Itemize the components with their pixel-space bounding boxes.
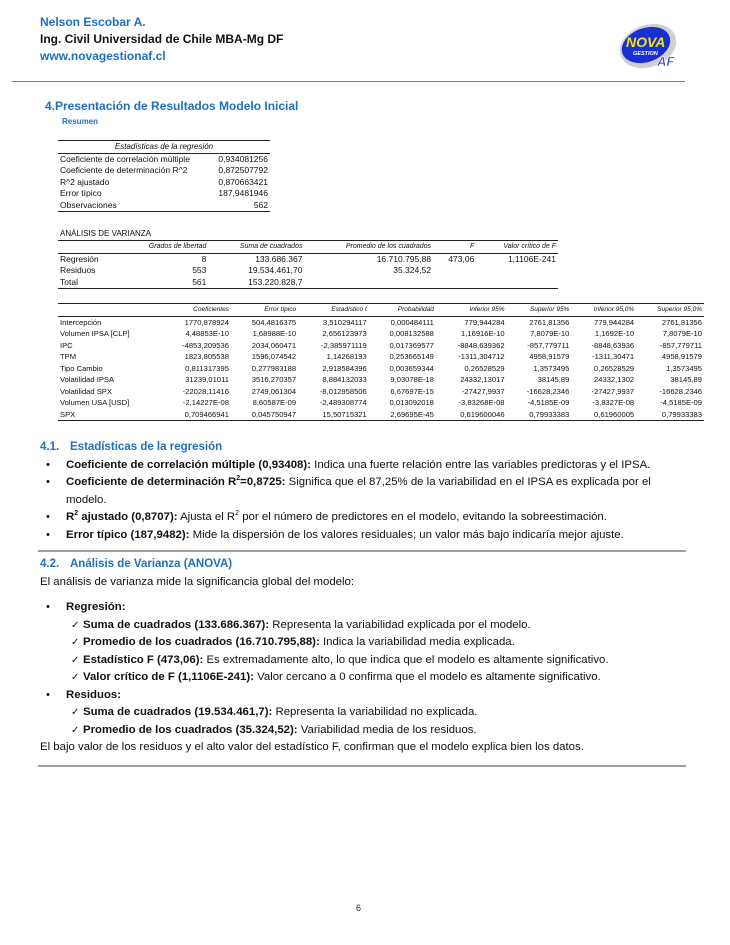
column-header: [58, 241, 120, 254]
table-cell: -857,779711: [659, 340, 702, 350]
table-cell: 31239,01011: [185, 375, 229, 384]
item-term: Suma de cuadrados (19.534.461,7):: [83, 706, 273, 718]
table-cell: 2761,81356: [529, 317, 570, 327]
table-cell: 0,79933383: [507, 409, 572, 421]
table-cell: -22028,11416: [182, 386, 229, 396]
column-header: [58, 304, 160, 317]
table-row: [58, 374, 704, 386]
item-text: Representa la variabilidad explicada por el modelo.: [269, 618, 531, 631]
table-cell: -16628,2346: [659, 386, 702, 396]
table-cell: 0,811317395: [185, 363, 229, 373]
row-label: Volumen IPSA [CLP]: [60, 329, 130, 338]
table-cell: 1,3573495: [666, 363, 702, 373]
check-icon: ✓: [71, 654, 80, 666]
term-part: R: [66, 511, 75, 523]
table-row: [58, 351, 704, 363]
row-label: Tipo Cambio: [60, 363, 103, 373]
table-cell: 4958,91579: [529, 352, 570, 361]
conclusion-text: El bajo valor de los residuos y el alto valor del estadístico F, confirman que el modelo explica bien los datos.: [40, 741, 584, 753]
table-cell: 38145,89: [670, 375, 702, 384]
item-term: Valor crítico de F (1,1106E-241):: [83, 671, 254, 683]
term-part: =0,8725:: [240, 476, 286, 488]
item-text: Mide la dispersión de los valores residuales; un valor más bajo indicaría mejor ajuste.: [189, 528, 624, 541]
anova-table-label: ANÁLISIS DE VARIANZA: [60, 229, 151, 238]
table-cell: 8: [201, 253, 207, 264]
page-number: 6: [356, 903, 362, 913]
table-cell: 7,8079E-10: [530, 329, 570, 338]
table-cell: 1770,878924: [184, 317, 229, 327]
table-row: [58, 177, 270, 189]
table-cell: 0,26528529: [594, 363, 635, 373]
table-cell: 15,50715321: [298, 409, 369, 421]
table-cell: -27427,9937: [461, 386, 505, 396]
item-text: Variabilidad media de los residuos.: [297, 723, 477, 736]
table-cell: 4958,91579: [661, 352, 702, 361]
row-label: SPX: [58, 409, 160, 421]
item-text: Indica la variabilidad media explicada.: [319, 636, 515, 648]
stat-value: 562: [209, 200, 270, 212]
list-item-regresion: [40, 599, 690, 617]
subsection-number: 4.2.: [40, 558, 60, 570]
table-cell: 19.534.461,70: [248, 265, 303, 275]
subsection-title-text: Análisis de Varianza (ANOVA): [70, 558, 233, 570]
table-cell: 3516,270357: [251, 375, 297, 384]
subsection-title: [40, 439, 690, 457]
svg-text:AF: AF: [657, 54, 675, 69]
check-item: [40, 704, 690, 722]
table-cell: 1,16916E-10: [461, 329, 505, 338]
table-cell: 1,3573495: [533, 363, 570, 373]
table-cell: 779,944284: [594, 317, 635, 327]
stat-value: 0,870663421: [218, 176, 268, 187]
table-cell: 0,79933383: [636, 409, 704, 421]
column-header: Promedio de los cuadrados: [304, 241, 433, 254]
table-cell: 561: [120, 277, 209, 289]
section-divider: [38, 765, 686, 767]
item-term: Promedio de los cuadrados (35.324,52):: [83, 723, 298, 736]
row-label: Total: [58, 277, 120, 289]
table-row: [58, 253, 558, 265]
item-text: Indica una fuerte relación entre las variables predictoras y el IPSA.: [310, 458, 651, 471]
table-cell: [433, 277, 476, 289]
item-term: Coeficiente de correlación múltiple (0,93408):: [66, 458, 311, 471]
term-part: Coeficiente de determinación R: [66, 476, 237, 488]
author-credential: Ing. Civil Universidad de Chile MBA-Mg DF: [40, 32, 284, 46]
item-text: Significa que el 87,25% de la variabilidad en el IPSA es explicada por el modelo.: [66, 476, 651, 506]
item-text: por el número de predictores en el modelo, evitando la sobreestimación.: [239, 511, 607, 523]
item-term: Promedio de los cuadrados (16.710.795,88):: [83, 636, 320, 648]
subsection-title-text: Estadísticas de la regresión: [70, 441, 223, 453]
superscript: 2: [235, 510, 240, 518]
list-item-residuos: [40, 687, 690, 705]
table-cell: 0,008132588: [389, 329, 434, 338]
subsection-number: 4.1.: [40, 441, 60, 453]
table-row: [58, 153, 270, 165]
table-cell: -1311,304712: [458, 352, 505, 361]
document-header: [40, 14, 283, 65]
row-label: TPM: [60, 352, 77, 361]
list-item: [40, 457, 690, 475]
table-cell: 0,709466941: [160, 409, 231, 421]
table-cell: 8,884132033: [322, 375, 367, 384]
table-cell: -27427,9937: [591, 386, 635, 396]
table-row: [58, 328, 704, 340]
table-cell: 16.710.795,88: [376, 253, 432, 264]
intro-text: El análisis de varianza mide la significancia global del modelo:: [40, 575, 355, 588]
check-icon: ✓: [71, 619, 80, 631]
anova-table: [58, 240, 558, 289]
table-cell: 2761,81356: [661, 317, 702, 327]
stat-label: Coeficiente de determinación R^2: [60, 165, 188, 175]
table-cell: 553: [192, 265, 207, 275]
item-term: Residuos:: [66, 688, 122, 701]
stat-value: 0,872507792: [218, 165, 268, 175]
section-4-1: [40, 439, 690, 544]
table-cell: -8,012958506: [319, 386, 367, 396]
item-term: Error típico (187,9482):: [66, 528, 190, 541]
superscript: 2: [236, 475, 241, 483]
regression-stats-table: [58, 140, 270, 212]
stat-label: Coeficiente de correlación múltiple: [60, 153, 190, 164]
table-cell: -8848,63936: [591, 340, 635, 350]
svg-text:NOVA: NOVA: [626, 34, 666, 50]
table-cell: -2,489308774: [319, 398, 367, 407]
term-part: ajustado (0,8707):: [78, 511, 178, 523]
table-cell: -2,385971119: [321, 340, 367, 350]
check-item: [40, 617, 690, 635]
check-item: [40, 634, 690, 652]
table-row: [58, 409, 704, 421]
table-cell: -3,83268E-08: [458, 398, 505, 407]
column-header: Inferior 95%: [436, 304, 507, 317]
column-header: Estadístico t: [298, 304, 369, 317]
table-cell: 0,277983188: [251, 363, 297, 373]
subsection-title: [40, 556, 690, 574]
table-cell: [476, 265, 558, 277]
table-cell: -1311,30471: [592, 352, 635, 361]
table-cell: 504,4816375: [251, 317, 297, 327]
table-row: [58, 188, 270, 200]
column-header: Inferior 95,0%: [571, 304, 636, 317]
bullet-list: [40, 457, 690, 545]
table-cell: -2,14227E-08: [182, 398, 229, 407]
regression-stats-header: Estadísticas de la regresión: [58, 141, 270, 154]
table-cell: 1,1692E-10: [594, 329, 635, 338]
author-name: Nelson Escobar A.: [40, 15, 146, 29]
table-cell: 0,253665149: [389, 352, 434, 361]
stat-value: 187,9481946: [218, 188, 268, 198]
item-text: Es extremadamente alto, lo que indica que el modelo es altamente significativo.: [203, 653, 609, 666]
check-icon: ✓: [71, 672, 80, 683]
table-cell: 1596,074542: [251, 352, 297, 361]
check-item: [40, 669, 690, 687]
table-cell: [476, 277, 558, 289]
table-cell: 8,60587E-09: [252, 398, 297, 407]
svg-text:GESTION: GESTION: [633, 51, 658, 57]
section-4-2: [40, 556, 690, 757]
table-cell: 3,510294117: [322, 317, 367, 327]
table-cell: 153.220.828,7: [208, 277, 304, 289]
table-cell: 7,8079E-10: [662, 329, 702, 338]
row-label: Residuos: [60, 265, 96, 275]
stat-value: 0,934081256: [218, 153, 268, 164]
website-link[interactable]: www.novagestionaf.cl: [40, 49, 166, 63]
section-divider: [38, 550, 686, 552]
bullet-list: [40, 599, 690, 617]
table-row: [58, 165, 270, 177]
list-item: [40, 474, 690, 509]
table-row: [58, 386, 704, 398]
table-cell: 1,1106E-241: [507, 253, 556, 264]
table-cell: 38145,89: [537, 375, 570, 384]
table-cell: 0,619600046: [436, 409, 507, 421]
table-cell: 6,67697E-15: [390, 386, 434, 396]
column-header: Error típico: [231, 304, 298, 317]
row-label: Volatilidad SPX: [60, 386, 112, 396]
table-cell: [433, 265, 476, 277]
stat-label: Observaciones: [58, 200, 209, 212]
nova-gestion-logo: [617, 22, 679, 74]
table-cell: 35.324,52: [393, 265, 432, 275]
table-cell: 0,26528529: [464, 363, 505, 373]
column-header: Grados de libertad: [120, 241, 209, 254]
list-item: [40, 527, 690, 545]
table-cell: 24332,1302: [594, 375, 635, 384]
table-cell: [304, 277, 433, 289]
item-text: Representa la variabilidad no explicada.: [272, 706, 478, 718]
section-title-text: Presentación de Resultados Modelo Inicial: [55, 99, 299, 113]
table-cell: 473,06: [448, 253, 475, 264]
table-cell: 9,03078E-18: [390, 375, 434, 384]
table-cell: 2034,060471: [251, 340, 297, 350]
table-cell: 2,918584396: [322, 363, 367, 373]
item-term: Suma de cuadrados (133.686.367):: [83, 618, 270, 631]
table-row: [58, 265, 558, 277]
table-cell: -3,8327E-08: [592, 398, 635, 407]
table-row: [58, 397, 704, 409]
row-label: Intercepción: [60, 317, 102, 327]
table-cell: 1,68988E-10: [252, 329, 297, 338]
table-row: [58, 340, 704, 352]
list-item: [40, 509, 690, 527]
table-cell: -16628,2346: [526, 386, 570, 396]
table-cell: 0,017369577: [389, 340, 434, 350]
check-icon: ✓: [71, 724, 80, 736]
table-cell: 0,045750947: [231, 409, 298, 421]
table-cell: 0,003659344: [389, 363, 434, 373]
section-title: [33, 99, 298, 113]
item-text: Valor cercano a 0 confirma que el modelo es altamente significativo.: [253, 671, 601, 683]
table-cell: -8848,639362: [457, 340, 505, 350]
item-term: Estadístico F (473,06):: [83, 653, 204, 666]
coefficients-table: [58, 303, 704, 421]
table-cell: 2,656123973: [322, 329, 367, 338]
table-cell: 4,48853E-10: [185, 329, 229, 338]
column-header: Superior 95,0%: [636, 304, 704, 317]
item-term: Regresión:: [66, 601, 126, 613]
table-cell: -4,5185E-09: [527, 398, 570, 407]
table-cell: 0,000484111: [390, 317, 434, 327]
table-cell: -4,5185E-09: [660, 398, 702, 407]
check-icon: ✓: [71, 637, 80, 648]
item-term: [66, 511, 178, 523]
item-text: Ajusta el R: [177, 511, 236, 523]
table-cell: 2,69695E-45: [369, 409, 436, 421]
item-term: [66, 476, 285, 488]
table-cell: 133.686.367: [255, 253, 303, 264]
row-label: Volumen USA [USD]: [60, 398, 130, 407]
table-row: [58, 363, 704, 375]
table-row: [58, 316, 704, 328]
table-cell: 1823,805538: [184, 352, 229, 361]
check-item: [40, 652, 690, 670]
column-header: Coeficientes: [160, 304, 231, 317]
row-label: Volatilidad IPSA: [60, 375, 115, 384]
table-cell: 779,944284: [464, 317, 505, 327]
column-header: Valor crítico de F: [476, 241, 558, 254]
table-cell: -857,779711: [527, 340, 570, 350]
table-cell: -4853,209536: [182, 340, 229, 350]
column-header: F: [433, 241, 476, 254]
resumen-label: Resumen: [62, 117, 99, 126]
table-cell: 2749,061304: [251, 386, 297, 396]
bullet-list: [40, 687, 690, 705]
column-header: Probabilidad: [369, 304, 436, 317]
table-cell: 0,61960005: [571, 409, 636, 421]
column-header: Suma de cuadrados: [208, 241, 304, 254]
stat-label: Error típico: [60, 188, 102, 198]
table-row: [58, 277, 558, 289]
table-cell: 0,013092018: [389, 398, 434, 407]
section-number: 4.: [44, 99, 55, 113]
check-icon: ✓: [71, 707, 80, 718]
stat-label: R^2 ajustado: [60, 176, 110, 187]
table-cell: 24332,13017: [460, 375, 505, 384]
column-header: Superior 95%: [507, 304, 572, 317]
table-cell: 1,14268193: [326, 352, 367, 361]
row-label: IPC: [60, 340, 73, 350]
table-row: [58, 200, 270, 212]
header-divider: [12, 81, 685, 82]
row-label: Regresión: [60, 253, 99, 264]
superscript: 2: [74, 510, 79, 518]
check-item: [40, 722, 690, 740]
